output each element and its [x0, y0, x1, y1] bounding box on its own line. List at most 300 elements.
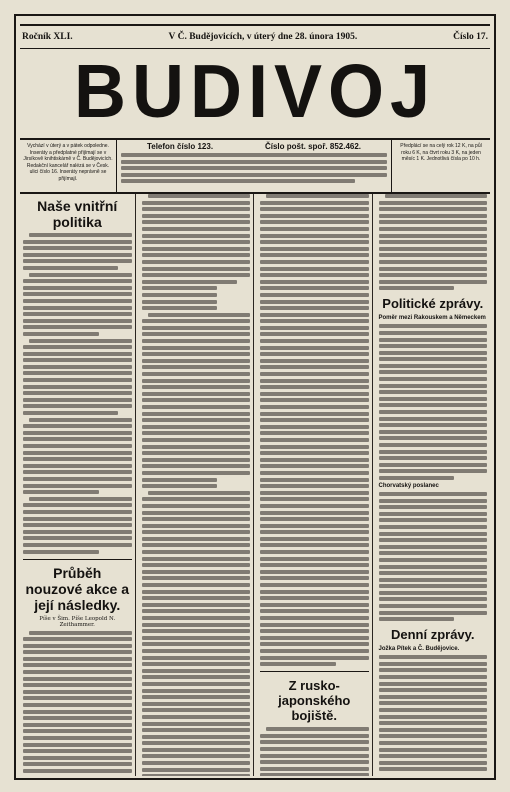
text-line [142, 207, 251, 211]
text-line [260, 576, 369, 580]
article-headline: Naše vnitřní politika [37, 198, 118, 230]
text-line [23, 391, 132, 395]
text-line [23, 670, 132, 674]
text-line [142, 267, 251, 271]
text-line [23, 677, 132, 681]
text-line [142, 405, 251, 409]
text-line [23, 451, 132, 455]
text-line [142, 306, 218, 310]
text-line [260, 458, 369, 462]
text-line [260, 596, 369, 600]
text-line [142, 524, 251, 528]
text-line [379, 597, 488, 601]
news-subhead-3: Jožka Pítek a Č. Budějovice. [378, 646, 460, 653]
text-line [29, 631, 132, 635]
text-line [260, 392, 369, 396]
text-line [142, 642, 251, 646]
text-line [23, 470, 132, 474]
text-line [379, 417, 488, 421]
text-line [142, 227, 251, 231]
text-line [379, 338, 488, 342]
text-line [142, 451, 251, 455]
text-line [266, 194, 369, 198]
text-line [142, 471, 251, 475]
text-line [260, 747, 369, 751]
text-line [29, 418, 132, 422]
text-line [142, 293, 218, 297]
column-1 [20, 194, 136, 776]
text-line [23, 703, 132, 707]
text-line [379, 370, 488, 374]
text-line [142, 695, 251, 699]
text-line [23, 510, 132, 514]
text-line [379, 364, 488, 368]
text-line [142, 761, 251, 765]
text-line [379, 688, 488, 692]
text-line [23, 723, 132, 727]
text-line [23, 769, 132, 773]
text-line [379, 450, 488, 454]
section-daily-news: Denní zprávy. [390, 627, 475, 643]
text-line [142, 425, 251, 429]
text-line [142, 339, 251, 343]
text-line [142, 511, 251, 515]
text-line [142, 300, 218, 304]
text-line [379, 234, 488, 238]
text-line [379, 545, 488, 549]
text-line [260, 557, 369, 561]
text-line [142, 379, 251, 383]
text-line [23, 424, 132, 428]
column-4 [376, 194, 491, 776]
text-line [142, 260, 251, 264]
text-line [142, 748, 251, 752]
text-line [260, 464, 369, 468]
text-line [23, 536, 132, 540]
text-line [142, 398, 251, 402]
contact-block [117, 140, 392, 192]
text-line [142, 234, 251, 238]
text-line [379, 715, 488, 719]
text-line [23, 710, 132, 714]
text-line [260, 438, 369, 442]
column-divider [23, 559, 132, 560]
text-line [379, 201, 488, 205]
text-line [23, 749, 132, 753]
text-line [23, 530, 132, 534]
text-line [379, 655, 488, 659]
text-line [260, 767, 369, 771]
text-line [142, 662, 251, 666]
text-line [260, 740, 369, 744]
text-line [142, 728, 251, 732]
text-line [142, 372, 251, 376]
text-line [260, 642, 369, 646]
text-line [121, 153, 387, 157]
postal-account: Číslo pošt. spoř. 852.462. [264, 142, 362, 151]
text-line [23, 650, 132, 654]
text-line [142, 774, 251, 776]
text-line [260, 760, 369, 764]
article-body [379, 194, 488, 776]
text-line [260, 253, 369, 257]
text-line [260, 300, 369, 304]
text-line [379, 617, 455, 621]
text-line [23, 644, 132, 648]
text-line [142, 675, 251, 679]
text-line [379, 410, 488, 414]
text-line [379, 584, 488, 588]
text-line [23, 378, 132, 382]
text-line [142, 702, 251, 706]
text-line [142, 623, 251, 627]
volume-label: Ročník XLI. [22, 32, 73, 42]
text-line [260, 543, 369, 547]
text-line [29, 233, 132, 237]
text-line [29, 339, 132, 343]
text-line [379, 207, 488, 211]
text-line [142, 768, 251, 772]
text-line [142, 596, 251, 600]
text-line [142, 649, 251, 653]
text-line [260, 431, 369, 435]
subscription-prices: Předplácí se na celý rok 12 K, na půl roku 6 K, na čtvrt roku 3 K, na jeden měsíc 1 K. Jednotlivá čísla po 10 h. [400, 143, 482, 162]
text-line [260, 247, 369, 251]
text-line [379, 558, 488, 562]
text-line [260, 530, 369, 534]
text-line [142, 326, 251, 330]
text-line [260, 280, 369, 284]
text-line [23, 550, 99, 554]
text-line [121, 160, 387, 164]
text-line [379, 357, 488, 361]
text-line [142, 418, 251, 422]
text-line [379, 220, 488, 224]
column-2 [139, 194, 255, 776]
text-line [260, 418, 369, 422]
text-line [142, 464, 251, 468]
text-line [379, 260, 488, 264]
text-line [379, 611, 488, 615]
text-line [148, 491, 251, 495]
text-line [379, 571, 488, 575]
text-line [23, 398, 132, 402]
text-line [23, 523, 132, 527]
news-subhead-2: Chorvatský poslanec [378, 482, 439, 489]
column-divider [260, 671, 369, 672]
text-line [379, 280, 488, 284]
text-line [23, 716, 132, 720]
text-line [260, 603, 369, 607]
article-byline: Píše v Šim. Píše Leopold N. Zeithammer. [39, 615, 116, 628]
text-line [23, 484, 132, 488]
text-line [23, 637, 132, 641]
text-line [23, 431, 132, 435]
text-line [23, 385, 132, 389]
text-line [260, 550, 369, 554]
text-line [260, 478, 369, 482]
text-line [23, 690, 132, 694]
text-line [260, 214, 369, 218]
text-line [142, 754, 251, 758]
text-line [260, 754, 369, 758]
text-line [142, 735, 251, 739]
text-line [260, 623, 369, 627]
text-line [23, 696, 132, 700]
text-line [142, 636, 251, 640]
text-line [379, 734, 488, 738]
text-line [260, 616, 369, 620]
issue-number: Číslo 17. [453, 32, 488, 42]
section-political-news: Politické zprávy. [382, 296, 484, 312]
text-line [142, 201, 251, 205]
text-line [260, 207, 369, 211]
text-line [23, 352, 132, 356]
text-line [260, 319, 369, 323]
text-line [121, 166, 387, 170]
text-line [142, 682, 251, 686]
text-line [379, 253, 488, 257]
text-line [260, 497, 369, 501]
text-line [142, 537, 251, 541]
text-line [379, 390, 488, 394]
text-line [260, 491, 369, 495]
text-line [260, 405, 369, 409]
text-line [379, 469, 488, 473]
text-line [142, 570, 251, 574]
text-line [23, 299, 132, 303]
text-line [379, 591, 488, 595]
text-line [23, 503, 132, 507]
text-line [379, 721, 488, 725]
text-line [379, 701, 488, 705]
article-body [260, 194, 369, 776]
text-line [142, 438, 251, 442]
text-line [260, 346, 369, 350]
text-line [260, 636, 369, 640]
text-line [23, 736, 132, 740]
text-line [142, 656, 251, 660]
text-line [142, 365, 251, 369]
text-line [379, 443, 488, 447]
text-line [260, 734, 369, 738]
text-line [379, 532, 488, 536]
text-line [142, 385, 251, 389]
text-line [260, 517, 369, 521]
text-line [260, 260, 369, 264]
text-line [23, 358, 132, 362]
text-line [23, 756, 132, 760]
text-line [23, 517, 132, 521]
text-line [260, 471, 369, 475]
text-line [260, 662, 336, 666]
text-line [260, 372, 369, 376]
text-line [142, 689, 251, 693]
text-line [23, 404, 132, 408]
text-line [23, 729, 132, 733]
text-line [379, 492, 488, 496]
text-line [379, 403, 488, 407]
text-line [379, 505, 488, 509]
text-line [260, 385, 369, 389]
text-line [23, 490, 99, 494]
text-line [260, 332, 369, 336]
text-line [23, 657, 132, 661]
text-line [379, 741, 488, 745]
text-line [260, 339, 369, 343]
place-date: V Č. Budějovicích, v úterý dne 28. února 1905. [168, 32, 358, 42]
text-line [260, 359, 369, 363]
text-line [379, 430, 488, 434]
text-line [142, 359, 251, 363]
text-line [142, 722, 251, 726]
text-line [379, 286, 455, 290]
text-line [379, 463, 488, 467]
text-line [379, 397, 488, 401]
text-line [379, 668, 488, 672]
text-line [260, 570, 369, 574]
text-line [379, 748, 488, 752]
text-line [379, 578, 488, 582]
article-columns [20, 194, 490, 776]
text-line [142, 286, 218, 290]
text-line [23, 312, 132, 316]
text-line [260, 524, 369, 528]
text-line [379, 551, 488, 555]
text-line [379, 604, 488, 608]
text-line [23, 365, 132, 369]
text-line [23, 266, 118, 270]
text-line [142, 708, 251, 712]
text-line [260, 398, 369, 402]
text-line [266, 727, 369, 731]
text-line [142, 629, 251, 633]
text-line [379, 377, 488, 381]
text-line [142, 590, 251, 594]
text-line [142, 557, 251, 561]
text-line [379, 761, 488, 765]
text-line [260, 220, 369, 224]
text-line [142, 332, 251, 336]
telephone-number: Telefon číslo 123. [146, 142, 214, 151]
text-line [260, 273, 369, 277]
text-line [23, 246, 132, 250]
text-line [379, 331, 488, 335]
article-headline-war: Z rusko-japonského bojiště. [278, 678, 351, 724]
text-line [260, 227, 369, 231]
subheader [20, 138, 490, 194]
text-line [260, 352, 369, 356]
text-line [142, 550, 251, 554]
text-line [260, 379, 369, 383]
text-line [23, 437, 132, 441]
text-line [142, 240, 251, 244]
text-line [260, 773, 369, 776]
text-line [23, 345, 132, 349]
text-line [379, 324, 488, 328]
text-line [379, 695, 488, 699]
text-line [260, 412, 369, 416]
text-line [121, 173, 387, 177]
text-line [260, 537, 369, 541]
text-line [142, 741, 251, 745]
text-line [379, 227, 488, 231]
text-line [379, 565, 488, 569]
text-line [142, 715, 251, 719]
text-line [121, 179, 355, 183]
text-line [379, 436, 488, 440]
text-line [260, 511, 369, 515]
text-line [379, 240, 488, 244]
text-line [379, 247, 488, 251]
text-line [379, 384, 488, 388]
text-line [148, 194, 251, 198]
text-line [142, 530, 251, 534]
masthead [20, 48, 490, 138]
news-subhead-1: Poměr mezi Rakouskem a Německem [378, 315, 486, 322]
text-line [23, 259, 132, 263]
text-line [142, 273, 251, 277]
text-line [260, 293, 369, 297]
text-line [379, 273, 488, 277]
text-line [260, 240, 369, 244]
text-line [142, 214, 251, 218]
text-line [142, 478, 218, 482]
text-line [385, 194, 488, 198]
text-line [23, 663, 132, 667]
text-line [23, 306, 132, 310]
text-line [142, 346, 251, 350]
text-line [142, 352, 251, 356]
text-line [260, 326, 369, 330]
text-line [379, 525, 488, 529]
text-line [379, 518, 488, 522]
text-line [142, 220, 251, 224]
text-line [379, 728, 488, 732]
text-line [23, 444, 132, 448]
text-line [142, 458, 251, 462]
text-line [142, 517, 251, 521]
text-line [23, 464, 132, 468]
text-line [29, 273, 132, 277]
text-line [142, 504, 251, 508]
text-line [142, 392, 251, 396]
text-line [260, 267, 369, 271]
text-line [260, 649, 369, 653]
text-line [23, 286, 132, 290]
text-line [142, 484, 218, 488]
text-line [23, 683, 132, 687]
text-line [23, 240, 132, 244]
text-line [23, 743, 132, 747]
text-line [142, 609, 251, 613]
text-line [142, 543, 251, 547]
text-line [260, 313, 369, 317]
text-line [148, 313, 251, 317]
text-line [23, 279, 132, 283]
text-line [142, 280, 237, 284]
text-line [379, 708, 488, 712]
text-line [379, 344, 488, 348]
text-line [260, 451, 369, 455]
text-line [23, 332, 99, 336]
text-line [23, 411, 118, 415]
text-line [260, 629, 369, 633]
text-line [260, 365, 369, 369]
text-line [379, 214, 488, 218]
column-3 [257, 194, 373, 776]
text-line [23, 543, 132, 547]
